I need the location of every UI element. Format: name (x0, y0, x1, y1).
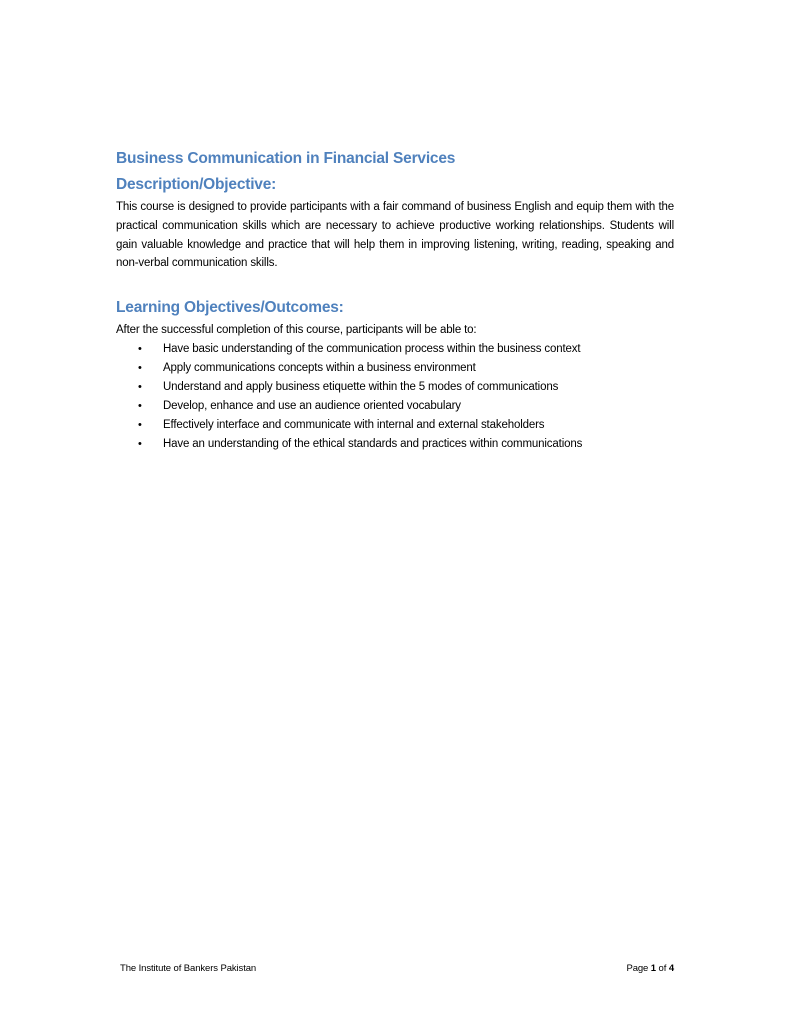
list-item (116, 435, 674, 454)
course-title: Business Communication in Financial Services (116, 150, 456, 167)
objective-text: Apply communications concepts within a business environment (163, 361, 476, 374)
objective-text: Develop, enhance and use an audience oriented vocabulary (163, 399, 461, 412)
description-paragraph: This course is designed to provide participants with a fair command of business English and equip them with the practical communication skills which are necessary to achieve productive working relationships. Students will gain valuable knowledge and practice that will help them in improving listening, writing, reading, speaking and non-verbal communication skills. (116, 201, 674, 270)
list-item (116, 416, 674, 435)
bullet-icon: • (138, 361, 142, 374)
bullet-icon: • (138, 437, 142, 450)
page-word: Page (626, 963, 649, 974)
list-item (116, 340, 674, 359)
bullet-icon: • (138, 342, 142, 355)
objective-text: Understand and apply business etiquette within the 5 modes of communications (163, 380, 559, 393)
page-of: of (658, 963, 667, 974)
learning-objectives-heading: Learning Objectives/Outcomes: (116, 299, 344, 317)
footer-organization: The Institute of Bankers Pakistan (120, 963, 257, 974)
learning-intro: After the successful completion of this course, participants will be able to: (116, 324, 477, 337)
list-item (116, 378, 674, 397)
bullet-icon: • (138, 380, 142, 393)
bullet-icon: • (138, 418, 142, 431)
page-number (626, 962, 674, 976)
bullet-icon: • (138, 399, 142, 412)
page-total: 4 (668, 963, 674, 974)
list-item (116, 397, 674, 416)
objective-text: Have an understanding of the ethical standards and practices within communications (163, 437, 583, 450)
objectives-list (116, 340, 674, 454)
list-item (116, 359, 674, 378)
objective-text: Have basic understanding of the communication process within the business context (163, 342, 581, 355)
page-content (116, 148, 674, 454)
objective-text: Effectively interface and communicate with internal and external stakeholders (163, 418, 545, 431)
page-current: 1 (650, 963, 656, 974)
description-heading: Description/Objective: (116, 176, 277, 193)
